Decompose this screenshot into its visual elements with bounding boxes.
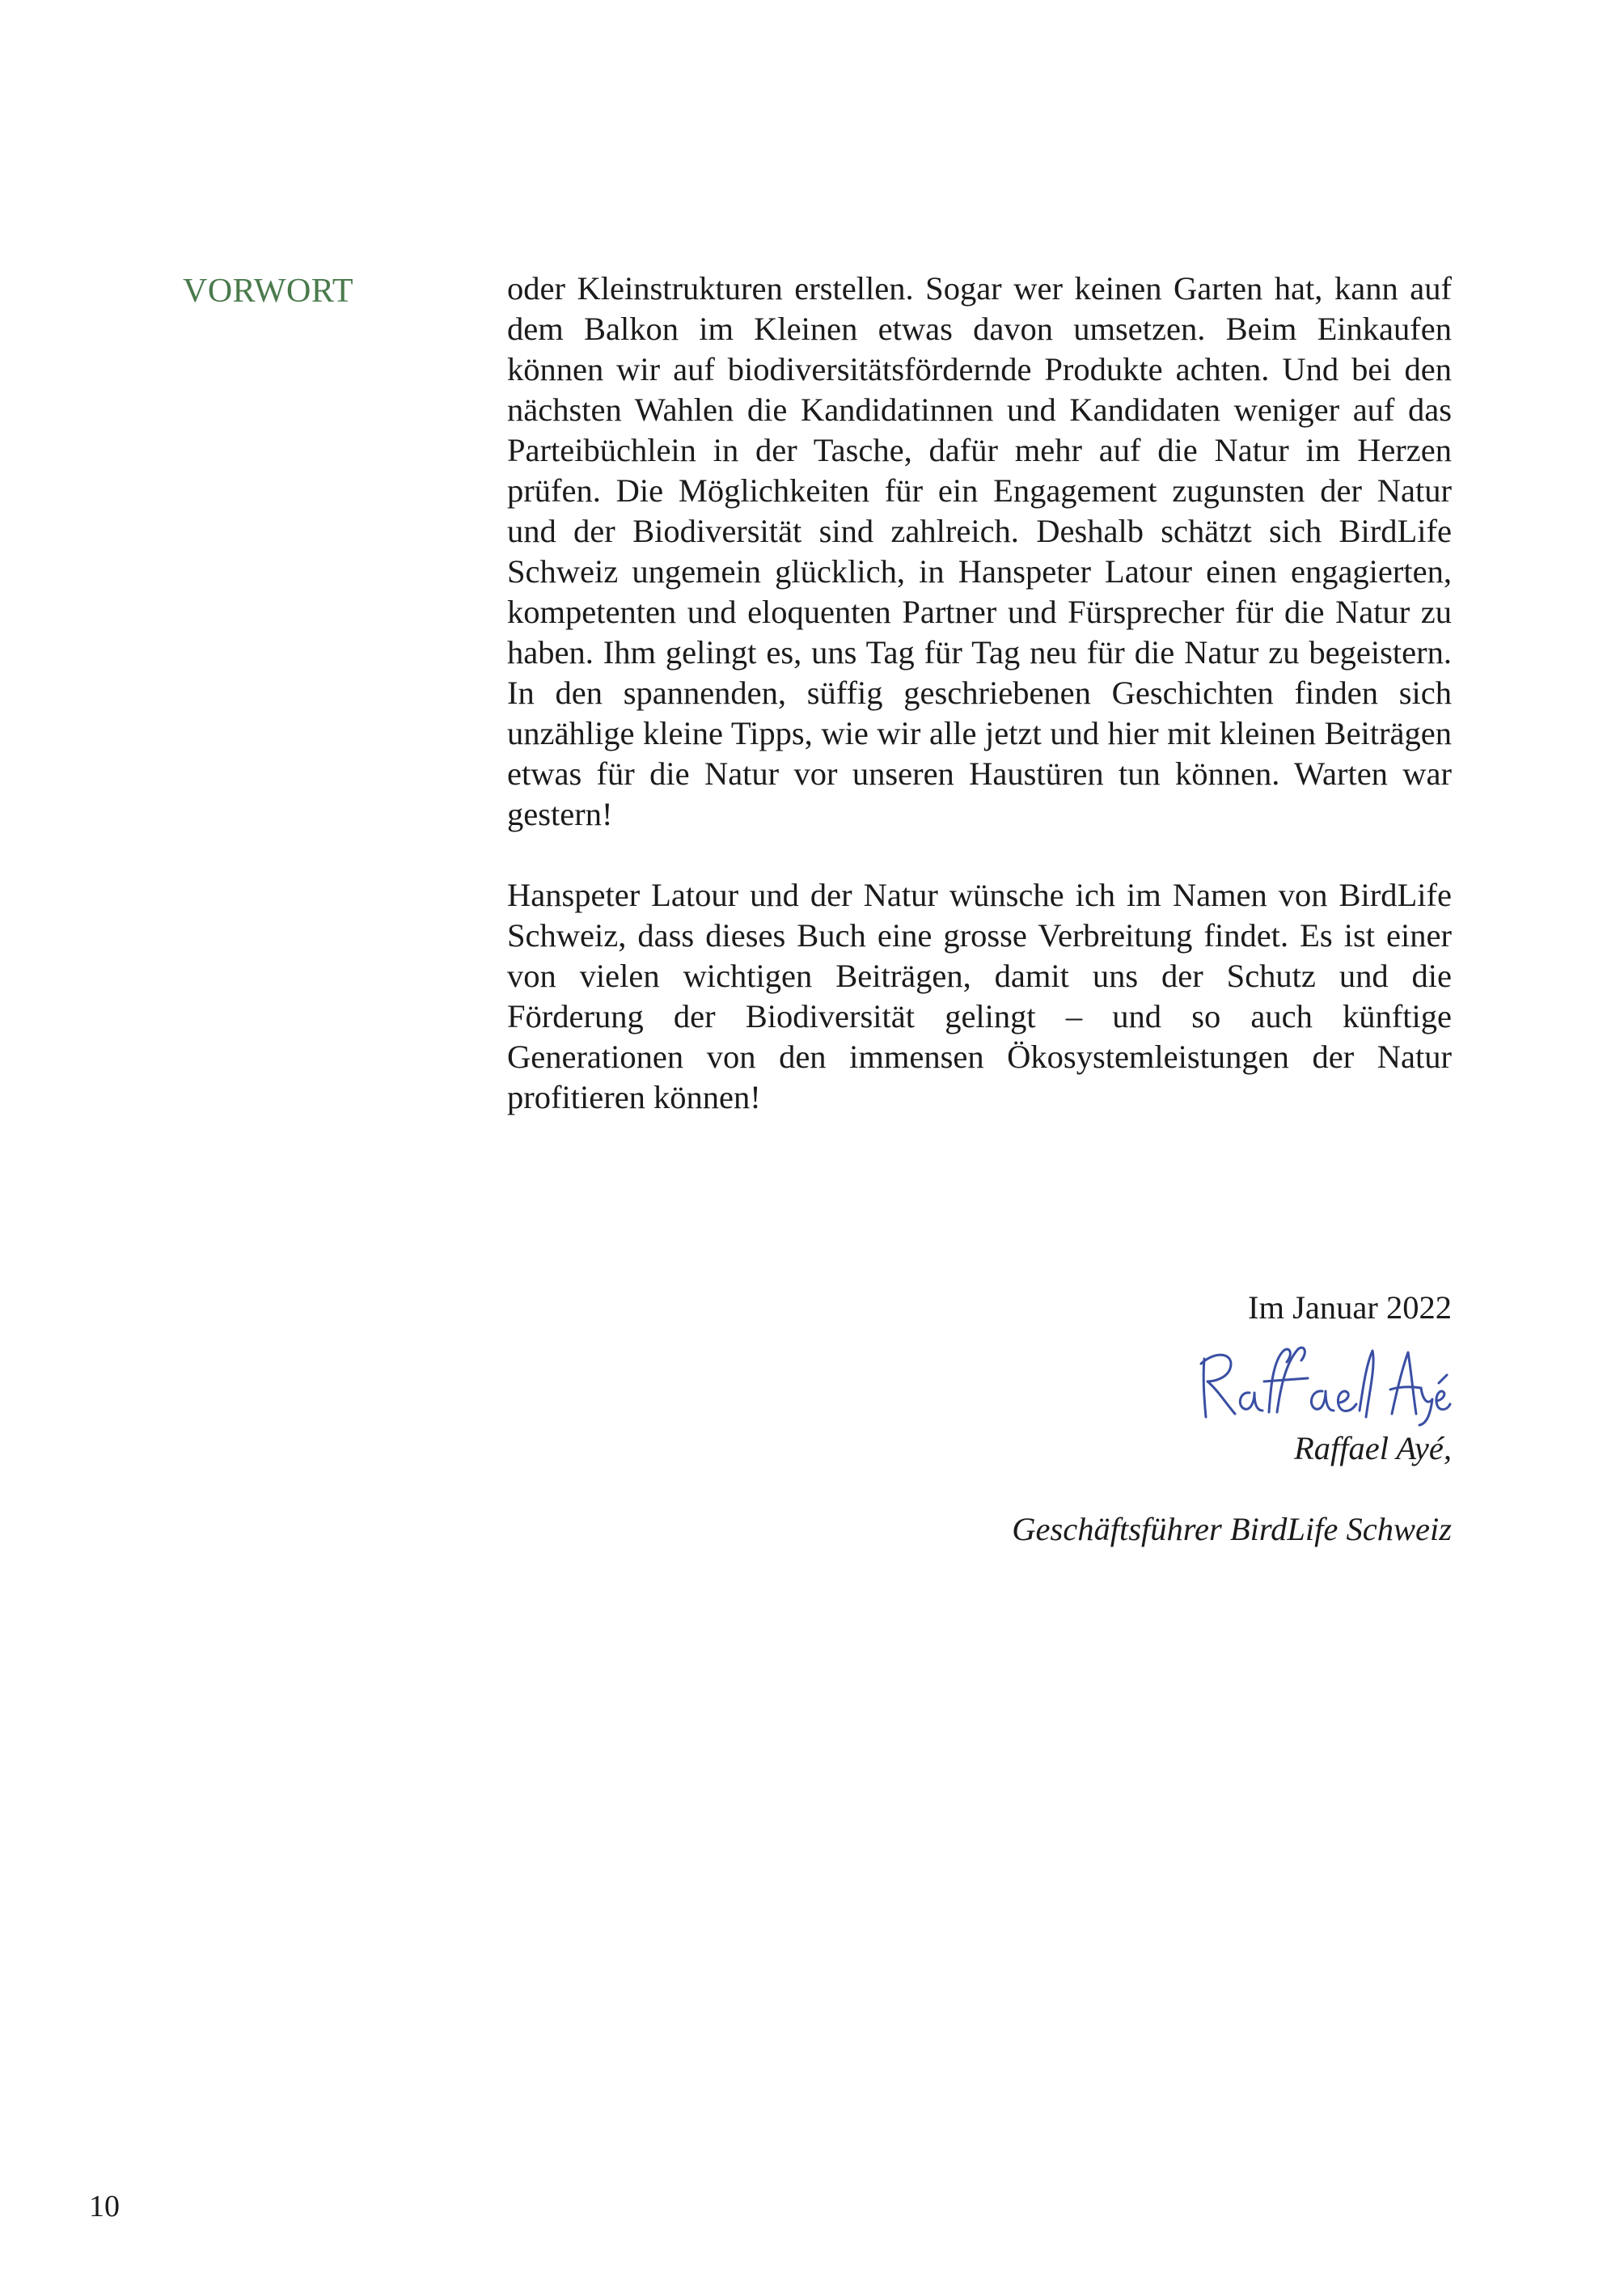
date-line: Im Januar 2022 [1248, 1289, 1452, 1326]
section-label: VORWORT [183, 273, 353, 310]
signer-role: Geschäftsführer BirdLife Schweiz [1012, 1511, 1452, 1547]
foreword-paragraph-1: oder Kleinstrukturen erstellen. Sogar wer keinen Garten hat, kann auf dem Balkon im Kleinen etwas davon umsetzen. Beim Einkaufen können wir auf biodiversitätsfördernde Produkte achten. Und bei den nächsten Wahlen die Kandidatinnen und Kandidaten weniger auf das Parteibüchlein in der Tasche, dafür mehr auf die Natur im Herzen prüfen. Die Möglichkeiten für ein Engagement zugunsten der Natur und der Biodiversität sind zahlreich. Deshalb schätzt sich BirdLife Schweiz ungemein glücklich, in Hanspeter Latour einen engagierten, kompetenten und eloquenten Partner und Fürsprecher für die Natur zu haben. Ihm gelingt es, uns Tag für Tag neu für die Natur zu begeistern. In den spannenden, süffig geschriebenen Geschichten finden sich unzählige kleine Tipps, wie wir alle jetzt und hier mit kleinen Beiträgen etwas für die Natur vor unseren Haustüren tun können. Warten war gestern! [507, 270, 1452, 832]
foreword-paragraph-2: Hanspeter Latour und der Natur wünsche ich im Namen von BirdLife Schweiz, dass dieses Buch eine grosse Verbreitung findet. Es ist einer von vielen wichtigen Beiträgen, damit uns der Schutz und die Förderung der Biodiversität gelingt – und so auch künftige Generationen von den immensen Ökosystemleistungen der Natur profitieren können! [507, 877, 1452, 1115]
page-number: 10 [89, 2189, 120, 2223]
foreword-body [507, 269, 1452, 1118]
closing-block [805, 1288, 1452, 1550]
signer-name: Raffael Ayé, [1294, 1430, 1452, 1466]
handwritten-signature [1193, 1343, 1452, 1427]
